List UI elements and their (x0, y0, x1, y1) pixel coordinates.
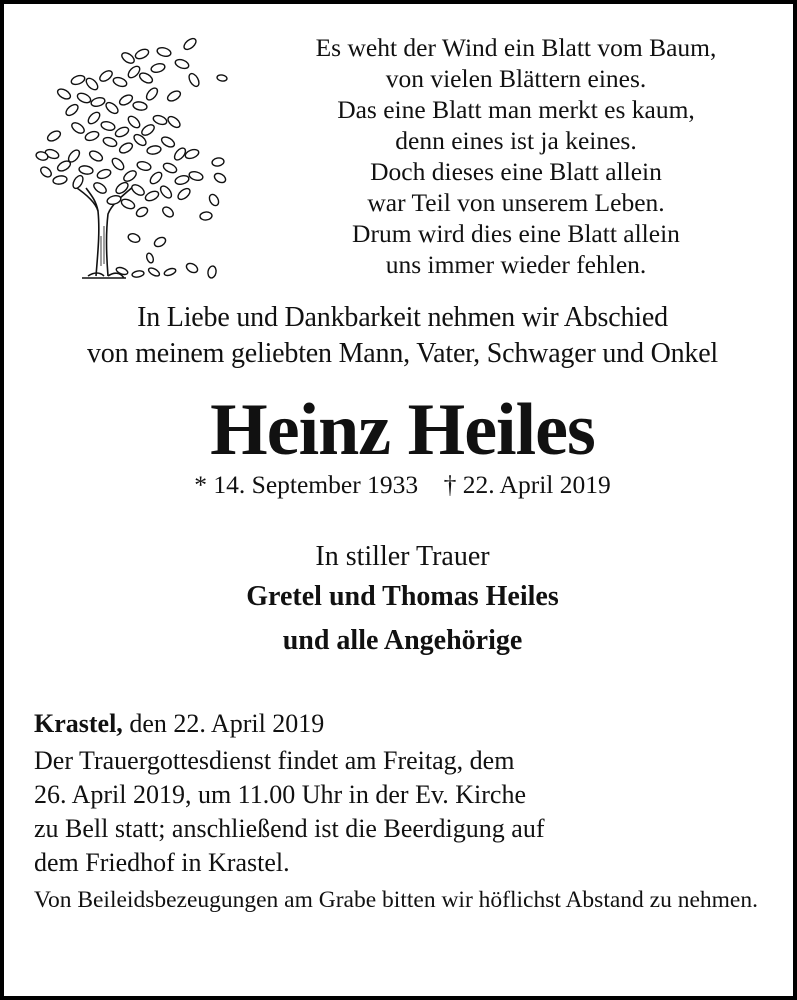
poem-line: Das eine Blatt man merkt es kaum, (337, 95, 695, 124)
poem-line: war Teil von unserem Leben. (367, 188, 665, 217)
funeral-service-info (34, 744, 774, 880)
poem-line: von vielen Blättern eines. (385, 64, 647, 93)
service-line: 26. April 2019, um 11.00 Uhr in der Ev. Kirche (34, 780, 526, 809)
poem-line: denn eines ist ja keines. (395, 126, 637, 155)
place-date-line (34, 707, 774, 741)
mourning-intro: In stiller Trauer (315, 541, 490, 572)
poem-line: Es weht der Wind ein Blatt vom Baum, (315, 33, 717, 62)
life-dates: * 14. September 1933 † 22. April 2019 (194, 470, 611, 499)
mourner-relatives: und alle Angehörige (282, 625, 523, 656)
mourners-block (4, 539, 797, 663)
poem-line: Doch dieses eine Blatt allein (370, 157, 662, 186)
place-name: Krastel, (34, 709, 123, 738)
service-details (34, 707, 774, 916)
service-line: zu Bell statt; anschließend ist die Beerdigung auf (34, 814, 545, 843)
poem-line: uns immer wieder fehlen. (385, 250, 647, 279)
service-line: dem Friedhof in Krastel. (34, 848, 290, 877)
condolence-request: Von Beileidsbezeugungen am Grabe bitten wir höflichst Abstand zu nehmen. (34, 887, 758, 913)
farewell-statement (4, 300, 797, 372)
service-line: Der Trauergottesdienst findet am Freitag, dem (34, 746, 515, 775)
mourner-family: Gretel und Thomas Heiles (246, 581, 559, 612)
notice-date: den 22. April 2019 (122, 709, 325, 738)
farewell-line: von meinem geliebten Mann, Vater, Schwager und Onkel (86, 338, 719, 369)
farewell-line: In Liebe und Dankbarkeit nehmen wir Abschied (137, 302, 668, 333)
deceased-name: Heinz Heiles (210, 389, 595, 471)
poem (266, 32, 766, 280)
windblown-tree-icon (34, 36, 234, 281)
poem-line: Drum wird dies eine Blatt allein (352, 219, 680, 248)
